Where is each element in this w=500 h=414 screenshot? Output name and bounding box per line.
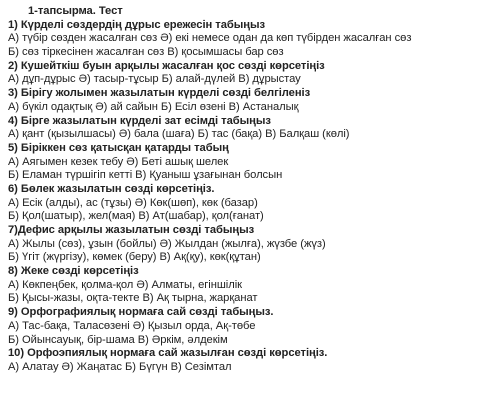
question-8-options-a: А) Көкпеңбек, қолма-қол Ә) Алматы, егіншілік — [8, 278, 242, 291]
question-2: 2) Кушейткіш буын арқылы жасалған қос сөзді көрсетіңіз — [8, 59, 325, 72]
question-4: 4) Бірге жазылатын күрделі зат есімді табыңыз — [8, 114, 271, 127]
question-9: 9) Орфографиялық нормаға сай сөзді табыңыз. — [8, 306, 274, 319]
question-5-options-b: Б) Еламан түршігіп кетті В) Қуаныш ұзағынан болсын — [8, 169, 283, 182]
question-7: 7)Дефис арқылы жазылатын сөзді табыңыз — [8, 224, 255, 236]
question-10: 10) Орфоэпиялық нормаға сай жазылған сөзді көрсетіңіз. — [8, 347, 328, 360]
question-1: 1) Күрделі сөздердің дұрыс ережесін табыңыз — [8, 18, 265, 31]
question-8-options-b: Б) Қысы-жазы, оқта-текте В) Ақ тырна, жарқанат — [8, 292, 258, 305]
question-5: 5) Біріккен сөз қатысқан қатарды табың — [8, 141, 229, 154]
question-10-options: А) Алатау Ә) Жаңатас Б) Бүгүн В) Сезімтал — [8, 360, 232, 373]
question-4-options: А) қант (қызылшасы) Ә) бала (шаға) Б) тас (бақа) В) Балқаш (көлі) — [8, 128, 350, 141]
question-7-options-a: А) Жылы (сөз), ұзын (бойлы) Ә) Жылдан (жылға), жүзбе (жүз) — [8, 237, 326, 250]
question-3: 3) Бірігу жолымен жазылатын күрделі сөзді белгіленіз — [8, 87, 311, 100]
question-3-options: А) бүкіл одақтық Ә) ай сайын Б) Есіл өзені В) Астаналық — [8, 100, 299, 113]
question-9-options-a: А) Тас-бақа, Таласөзені Ә) Қызыл орда, Ақ-төбе — [8, 319, 256, 332]
question-6-options-a: А) Есік (алды), ас (тұзы) Ә) Көк(шөп), көк (базар) — [8, 196, 258, 209]
question-7-options-b: Б) Үгіт (жүргізу), көмек (беру) В) Ақ(қу), көк(құтан) — [8, 251, 261, 264]
question-6-options-b: Б) Қол(шатыр), жел(мая) В) Ат(шабар), қол(ғанат) — [8, 210, 264, 223]
document-title: 1-тапсырма. Тест — [28, 5, 123, 17]
question-6: 6) Бөлек жазылатын сөзді көрсетіңіз. — [8, 182, 215, 195]
question-5-options-a: А) Аягымен кезек тебу Ә) Беті ашық шелек — [8, 155, 229, 168]
question-9-options-b: Б) Ойынсауық, бір-шама В) Әркім, әлдекім — [8, 333, 228, 346]
question-2-options: А) дұп-дұрыс Ә) тасыр-тұсыр Б) алай-дүлей В) дұрыстау — [8, 73, 301, 86]
question-8: 8) Жеке сөзді көрсетіңіз — [8, 265, 139, 278]
question-1-options-b: Б) сөз тіркесінен жасалған сөз В) қосымшасы бар сөз — [8, 46, 284, 59]
question-1-options-a: А) түбір сөзден жасалған сөз Ә) екі немесе одан да көп түбірден жасалған сөз — [8, 32, 412, 45]
